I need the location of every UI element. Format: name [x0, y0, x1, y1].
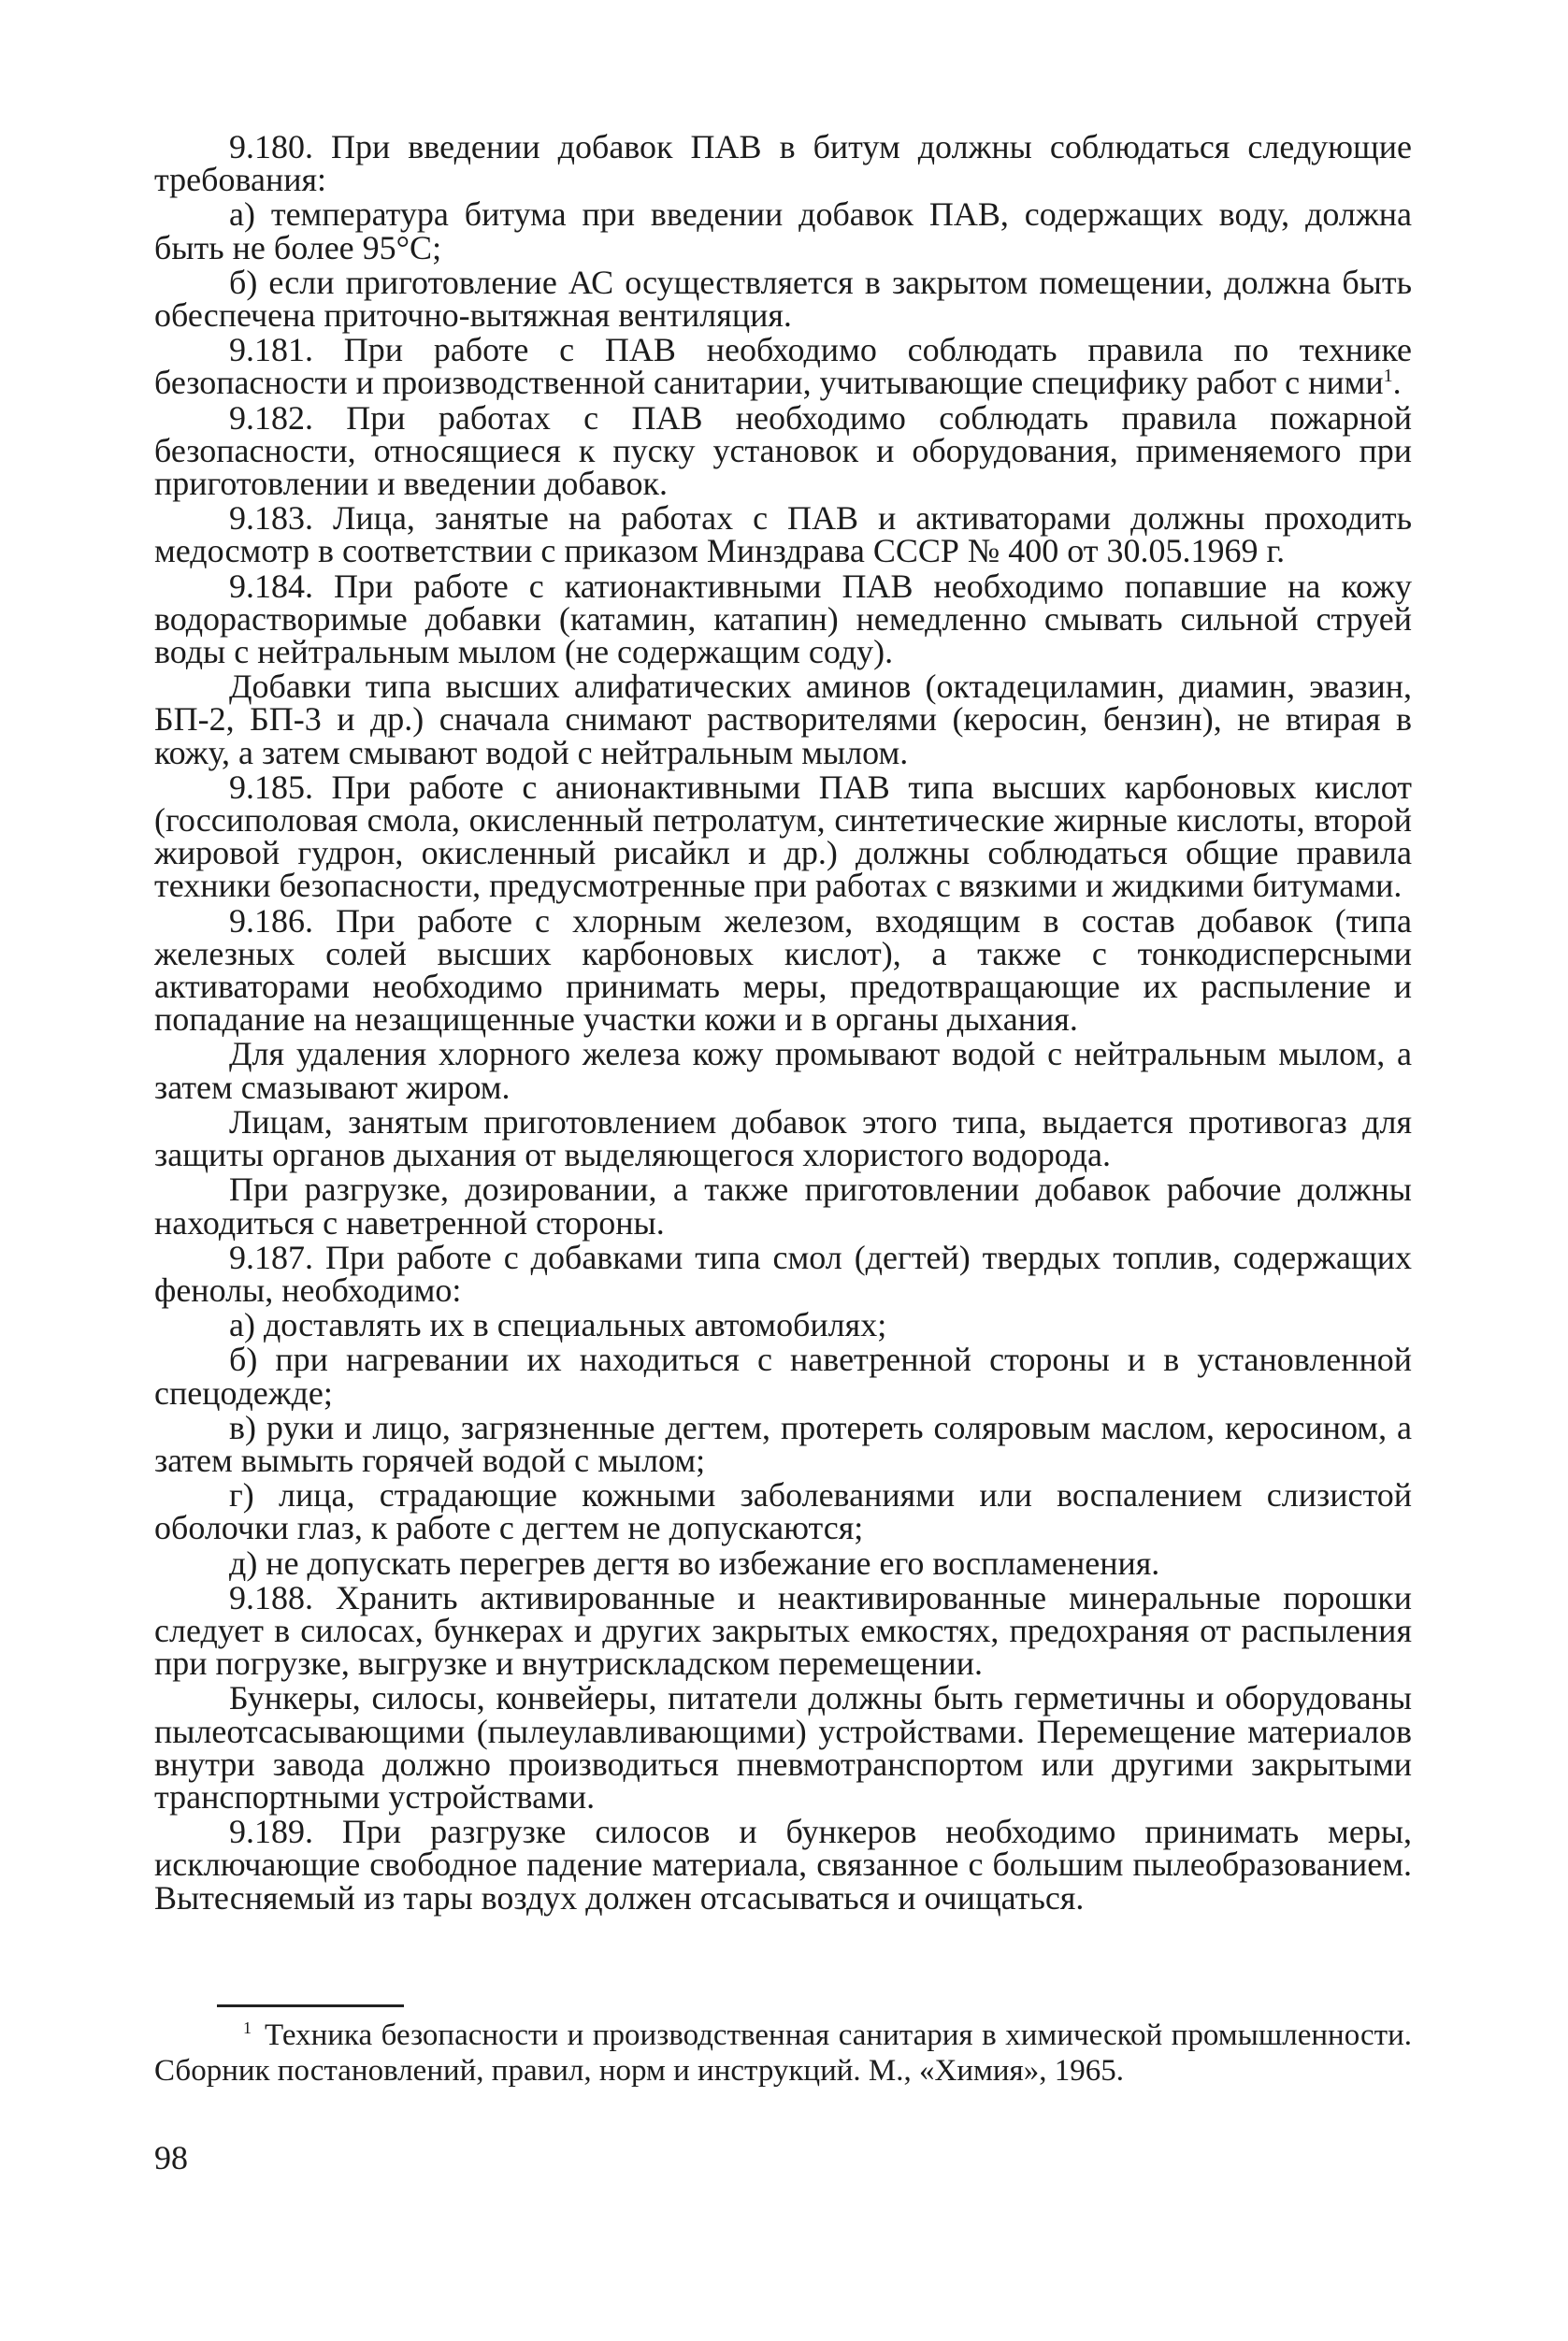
- paragraph-9-188-bunkers: Бункеры, силосы, конвейеры, питатели должны быть герметичны и оборудованы пылеотсасывающими (пылеулавливающими) устройствами. Перемещение материалов внутри завода должно производиться пневмотранспортом или другими закрытыми транспортными устройствами.: [154, 1679, 1412, 1816]
- paragraph-9-186-unloading: При разгрузке, дозировании, а также приготовлении добавок рабочие должны находиться с наветренной стороны.: [154, 1170, 1412, 1242]
- footnote-text: Техника безопасности и производственная санитария в химической промышленности. Сборник постановлений, правил, норм и инструкций. М., «Химия», 1965.: [154, 2018, 1412, 2088]
- paragraph-9-187-a: а) доставлять их в специальных автомобилях;: [229, 1306, 887, 1344]
- paragraph-9-187: 9.187. При работе с добавками типа смол (дегтей) твердых топлив, содержащих фенолы, необходимо:: [154, 1238, 1412, 1309]
- paragraph-9-186-iron-removal: Для удаления хлорного железа кожу промывают водой с нейтральным мылом, а затем смазывают жиром.: [154, 1035, 1412, 1106]
- paragraph-9-182: 9.182. При работах с ПАВ необходимо соблюдать правила пожарной безопасности, относящиеся к пуску установок и оборудования, применяемого при приготовлении и введении добавок.: [154, 398, 1412, 503]
- footnote-divider: [217, 2004, 404, 2007]
- paragraph-9-185: 9.185. При работе с анионактивными ПАВ типа высших карбоновых кислот (госсиполовая смола, окисленный петролатум, синтетические жирные кислоты, второй жировой гудрон, окисленный рисайкл и др.) должны соблюдаться общие правила техники безопасности, предусмотренные при работах с вязкими и жидкими битумами.: [154, 768, 1412, 905]
- paragraph-9-189: 9.189. При разгрузке силосов и бункеров необходимо принимать меры, исключающие свободное падение материала, связанное с большим пылеобразованием. Вытесняемый из тары воздух должен отсасываться и очищаться.: [154, 1813, 1412, 1917]
- footnote: [154, 2018, 1412, 2089]
- footnote-mark: 1: [243, 2018, 252, 2037]
- paragraph-9-183: 9.183. Лица, занятые на работах с ПАВ и активаторами должны проходить медосмотр в соответствии с приказом Минздрава СССР № 400 от 30.05.1969 г.: [154, 499, 1412, 570]
- paragraph-9-187-b: б) при нагревании их находиться с наветренной стороны и в установленной спецодежде;: [154, 1341, 1412, 1412]
- paragraph-9-187-v: в) руки и лицо, загрязненные дегтем, протереть соляровым маслом, керосином, а затем вымыть горячей водой с мылом;: [154, 1408, 1412, 1479]
- paragraph-9-184-amines: Добавки типа высших алифатических аминов (октадециламин, диамин, эвазин, БП-2, БП-3 и др.) сначала снимают растворителями (керосин, бензин), не втирая в кожу, а затем смывают водой с нейтральным мылом.: [154, 668, 1412, 771]
- page-body: [154, 128, 1412, 1917]
- paragraph-9-184: 9.184. При работе с катионактивными ПАВ необходимо попавшие на кожу водорастворимые добавки (катамин, катапин) немедленно смывать сильной струей воды с нейтральным мылом (не содержащим соду).: [154, 567, 1412, 671]
- paragraph-9-180-a: а) температура битума при введении добавок ПАВ, содержащих воду, должна быть не более 95°С;: [154, 195, 1412, 266]
- footnote-reference: 1: [1383, 366, 1393, 387]
- paragraph-9-186-gas-mask: Лицам, занятым приготовлением добавок этого типа, выдается противогаз для защиты органов дыхания от выделяющегося хлористого водорода.: [154, 1102, 1412, 1174]
- paragraph-9-187-g: г) лица, страдающие кожными заболеваниями или воспалением слизистой оболочки глаз, к работе с дегтем не допускаются;: [154, 1476, 1412, 1547]
- paragraph-9-188: 9.188. Хранить активированные и неактивированные минеральные порошки следует в силосах, бункерах и других закрытых емкостях, предохраняя от распыления при погрузке, выгрузке и внутрискладском перемещении.: [154, 1578, 1412, 1683]
- paragraph-9-186: 9.186. При работе с хлорным железом, входящим в состав добавок (типа железных солей высших карбоновых кислот), а также с тонкодисперсными активаторами необходимо принимать меры, предотвращающие их распыление и попадание на незащищенные участки кожи и в органы дыхания.: [154, 901, 1412, 1039]
- page-number: 98: [154, 2139, 188, 2176]
- paragraph-9-181: 9.181. При работе с ПАВ необходимо соблюдать правила по технике безопасности и производственной санитарии, учитывающие специфику работ с ними$^1$.: [154, 331, 1412, 402]
- paragraph-9-180-b: б) если приготовление АС осуществляется в закрытом помещении, должна быть обеспечена приточно-вытяжная вентиляция.: [154, 263, 1412, 335]
- paragraph-9-187-d: д) не допускать перегрев дегтя во избежание его воспламенения.: [229, 1544, 1160, 1582]
- paragraph-9-180: 9.180. При введении добавок ПАВ в битум должны соблюдаться следующие требования:: [154, 128, 1412, 199]
